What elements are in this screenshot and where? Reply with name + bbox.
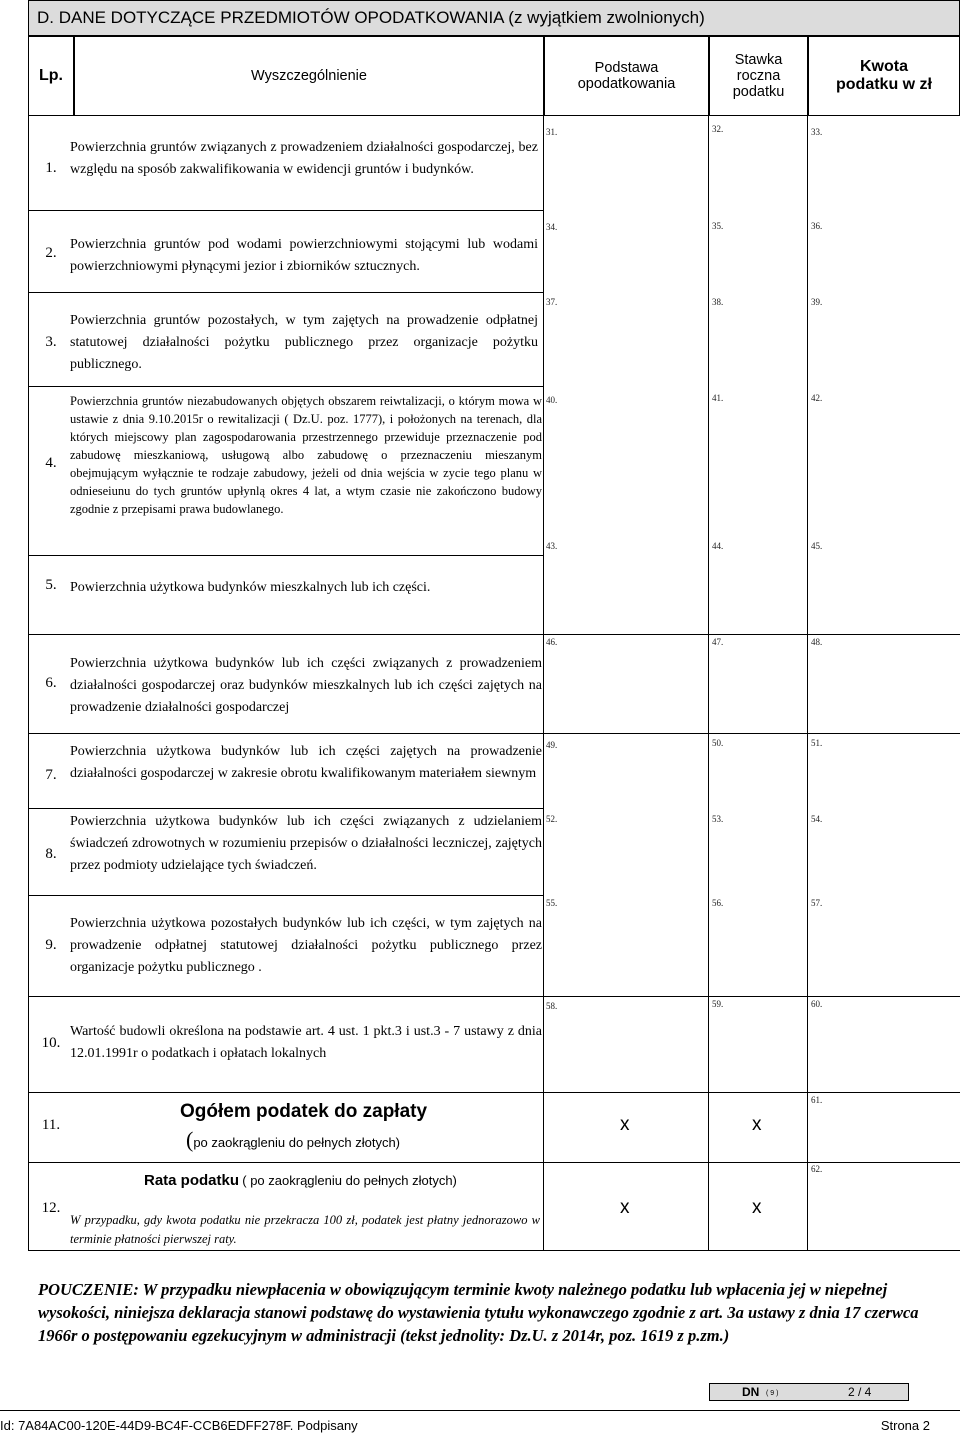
field-number: 58. <box>546 1001 558 1011</box>
row-divider <box>28 1162 960 1163</box>
row-divider <box>28 386 543 387</box>
header-amount: Kwota podatku w zł <box>808 36 960 116</box>
header-lp: Lp. <box>28 36 74 116</box>
installment-subtitle: ( po zaokrągleniu do pełnych złotych) <box>242 1173 457 1188</box>
field-number: 48. <box>811 637 823 647</box>
not-applicable-mark: x <box>752 1114 762 1135</box>
legal-notice: POUCZENIE: W przypadku niewpłacenia w obowiązującym terminie kwoty należnego podatku lub wpłacenia jej w niepełnej wysokości, niniejsza deklaracja stanowi podstawę do wystawienia tytułu wykonawczego zgodnie z art. 3a ustawy z dnia 17 czerwca 1966r o postępowaniu egzekucyjnym w administracji (tekst jednolity: Dz.U. z 2014r, poz. 1619 z p.zm.) <box>38 1280 919 1345</box>
table-left-border <box>28 116 29 1250</box>
row-description: Powierzchnia użytkowa budynków lub ich części związanych z prowadzeniem działalności gospodarczej oraz budynków mieszkalnych lub ich części zajętych na prowadzenie działalności gospodarczej <box>70 656 542 715</box>
row-number: 9. <box>45 937 57 953</box>
total-tax-note: po zaokrągleniu do pełnych złotych) <box>193 1135 401 1150</box>
column-divider <box>807 116 808 1250</box>
field-number: 62. <box>811 1164 823 1174</box>
field-number: 50. <box>712 738 724 748</box>
column-divider <box>543 116 544 1250</box>
section-title: D. DANE DOTYCZĄCE PRZEDMIOTÓW OPODATKOWANIA (z wyjątkiem zwolnionych) <box>28 0 960 36</box>
not-applicable-mark: x <box>752 1197 762 1218</box>
row-description: Powierzchnia gruntów pod wodami powierzchniowymi stojącymi lub wodami powierzchniowymi płynącymi jezior i zbiorników sztucznych. <box>70 237 538 274</box>
field-number: 61. <box>811 1095 823 1105</box>
row-divider <box>28 996 960 997</box>
row-number: 8. <box>45 846 57 862</box>
field-number: 35. <box>712 221 724 231</box>
not-applicable-mark: x <box>620 1114 630 1135</box>
row-divider <box>28 895 543 896</box>
field-number: 38. <box>712 297 724 307</box>
row-description: Powierzchnia użytkowa budynków lub ich części związanych z udzielaniem świadczeń zdrowotnych w rozumieniu przepisów o działalności leczniczej, zajętych przez podmioty udzielające tych świadczeń. <box>70 814 542 873</box>
row-description: Powierzchnia użytkowa pozostałych budynków lub ich części, w tym zajętych na prowadzenie odpłatnej statutowej działalności pożytku publicznego przez organizacje pożytku publicznego . <box>70 916 542 975</box>
row-description: Powierzchnia użytkowa budynków lub ich części zajętych na prowadzenie działalności gospodarczej w zakresie obrotu kwalifikowanym materiałem siewnym <box>70 744 542 781</box>
field-number: 47. <box>712 637 724 647</box>
row-divider <box>28 210 543 211</box>
row-number: 12. <box>41 1200 61 1216</box>
field-number: 49. <box>546 740 558 750</box>
row-number: 11. <box>41 1117 61 1133</box>
footer-divider <box>0 1410 960 1411</box>
row-number: 7. <box>45 767 57 783</box>
row-number: 4. <box>45 455 57 471</box>
total-tax-title: Ogółem podatek do zapłaty <box>180 1101 428 1122</box>
header-rate: Stawka roczna podatku <box>709 36 808 116</box>
row-description: Powierzchnia gruntów pozostałych, w tym zajętych na prowadzenie odpłatnej statutowej działalności pożytku publicznego przez organizacje pożytku publicznego. <box>70 313 538 372</box>
field-number: 55. <box>546 898 558 908</box>
field-number: 42. <box>811 393 823 403</box>
field-number: 45. <box>811 541 823 551</box>
row-number: 10. <box>41 1035 61 1051</box>
row-number: 2. <box>45 245 57 261</box>
field-number: 32. <box>712 124 724 134</box>
row-divider <box>28 555 543 556</box>
row-description: Wartość budowli określona na podstawie art. 4 ust. 1 pkt.3 i ust.3 - 7 ustawy z dnia 12.01.1991r o podatkach i opłatach lokalnych <box>70 1024 542 1061</box>
form-version: ( 9 ) <box>766 1390 779 1397</box>
row-description: Powierzchnia gruntów niezabudowanych objętych obszarem reiwtalizacji, o którym mowa w ustawie z dnia 9.10.2015r o rewitalizacji ( Dz.U. poz. 1777), i położonych na terenach, dla których miejscowy plan zagospodarowania przestrzennego przewiduje przeznaczenie pod zabudowę mieszkaniową, usługową albo zabudowę o przeznaczeniu mieszanym obejmującym wyłącznie te rodzaje zabudowy, jeżeli od dnia wejścia w zycie tego planu w odnieseiunu do tych gruntów upłynlą okres 4 lat, a wtym czasie nie zakończono budowy zgodnie z przepisami prawa budowlanego. <box>70 394 542 516</box>
row-divider <box>28 634 960 635</box>
row-divider <box>28 808 543 809</box>
field-number: 54. <box>811 814 823 824</box>
page-number: Strona 2 <box>880 1418 930 1433</box>
form-page: 2 / 4 <box>848 1385 872 1399</box>
field-number: 46. <box>546 637 558 647</box>
field-number: 57. <box>811 898 823 908</box>
installment-title: Rata podatku <box>144 1172 240 1189</box>
field-number: 36. <box>811 221 823 231</box>
form-code-box <box>709 1383 909 1401</box>
row-divider <box>28 1092 960 1093</box>
row-divider <box>28 733 960 734</box>
header-base: Podstawa opodatkowania <box>544 36 709 116</box>
paren-open: ( <box>186 1127 194 1152</box>
field-number: 40. <box>546 395 558 405</box>
field-number: 34. <box>546 222 558 232</box>
field-number: 52. <box>546 814 558 824</box>
field-number: 59. <box>712 999 724 1009</box>
column-divider <box>708 116 709 1250</box>
field-number: 37. <box>546 297 558 307</box>
row-number: 1. <box>45 160 57 176</box>
row-number: 3. <box>45 334 57 350</box>
field-number: 41. <box>712 393 724 403</box>
not-applicable-mark: x <box>620 1197 630 1218</box>
row-description: Powierzchnia użytkowa budynków mieszkalnych lub ich części. <box>70 580 431 595</box>
field-number: 43. <box>546 541 558 551</box>
field-number: 33. <box>811 127 823 137</box>
field-number: 31. <box>546 127 558 137</box>
installment-line <box>144 1172 457 1189</box>
row-number: 5. <box>45 577 57 593</box>
table-bottom-border <box>28 1250 960 1251</box>
field-number: 39. <box>811 297 823 307</box>
field-number: 56. <box>712 898 724 908</box>
row-number: 6. <box>45 675 57 691</box>
field-number: 60. <box>811 999 823 1009</box>
installment-note: W przypadku, gdy kwota podatku nie przekracza 100 zł, podatek jest płatny jednorazowo w terminie płatności pierwszej raty. <box>70 1213 540 1246</box>
row-description: Powierzchnia gruntów związanych z prowadzeniem działalności gospodarczej, bez względu na sposób zakwalifikowania w ewidencji gruntów i budynków. <box>70 140 538 177</box>
field-number: 51. <box>811 738 823 748</box>
header-item: Wyszczególnienie <box>74 36 544 116</box>
document-id: Id: 7A84AC00-120E-44D9-BC4F-CCB6EDFF278F. Podpisany <box>0 1418 358 1433</box>
form-code: DN <box>742 1385 760 1399</box>
total-tax-subtitle <box>186 1127 400 1156</box>
row-divider <box>28 292 543 293</box>
field-number: 53. <box>712 814 724 824</box>
field-number: 44. <box>712 541 724 551</box>
